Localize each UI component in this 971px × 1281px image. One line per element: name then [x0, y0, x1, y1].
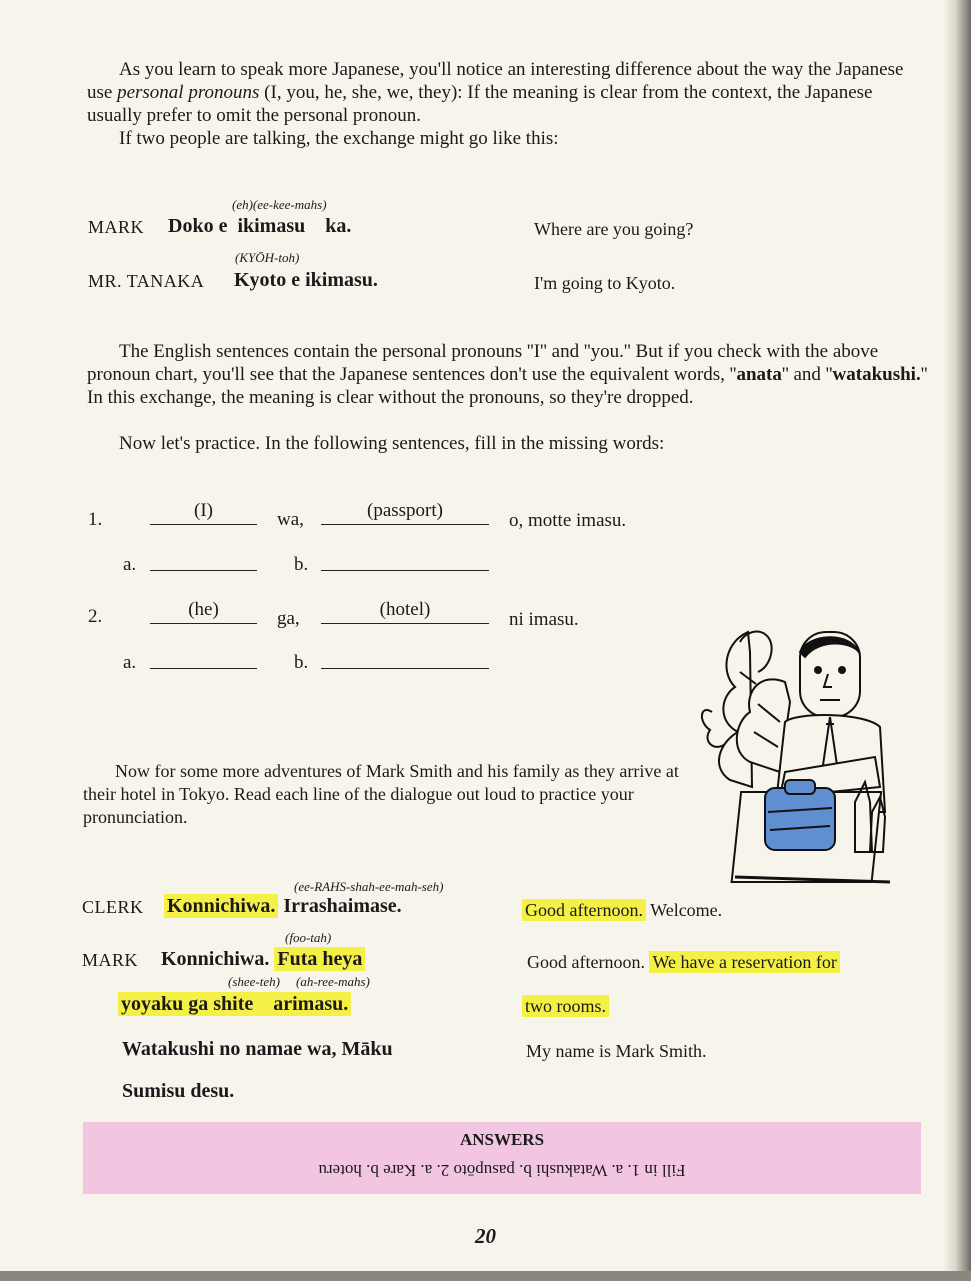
fill-blank-hint: (hotel) — [321, 599, 489, 624]
japanese-line: Sumisu desu. — [122, 1080, 235, 1102]
speaker-label: MARK — [88, 217, 145, 237]
answer-blank-b[interactable] — [321, 644, 489, 669]
practice-instruction: Now let's practice. In the following sentences, fill in the missing words: — [119, 433, 665, 454]
adventure-paragraph: Now for some more adventures of Mark Smith and his family as they arrive at their hotel in Tokyo. Read each line of the dialogue out loud to practice your pronunciation. — [83, 761, 679, 827]
pronunciation-guide: (foo-tah) — [285, 930, 332, 945]
japanese-line: Konnichiwa. Irrashaimase. — [164, 895, 402, 918]
highlight: Good afternoon. — [522, 899, 646, 921]
sentence-ending: ni imasu. — [509, 609, 579, 630]
pronunciation-guide: (ah-ree-mahs) — [296, 974, 370, 989]
answer-label-a: a. — [123, 652, 137, 673]
japanese-line: Kyoto e ikimasu. — [234, 269, 378, 291]
fill-blank-hint: (I) — [150, 500, 257, 525]
japanese-line: Doko e ikimasu ka. — [168, 215, 352, 237]
answer-blank-a[interactable] — [150, 546, 257, 571]
highlight: two rooms. — [522, 995, 609, 1017]
answers-text-upside-down: Fill in 1. a. Watakushi b. pasupōto 2. a. Kare b. hoteru — [318, 1161, 686, 1180]
explanation-paragraph: The English sentences contain the personal pronouns ''I'' and ''you.'' But if you check with the above pronoun chart, you'll see that the Japanese sentences don't use the equivalent words, ''anata'' and ''watakushi.'' In this exchange, the meaning is clear without the pronouns, so they're dropped. — [87, 341, 928, 408]
answer-label-b: b. — [294, 554, 309, 575]
english-translation: Where are you going? — [534, 219, 694, 239]
answers-box — [83, 1122, 921, 1194]
answers-title: ANSWERS — [459, 1130, 545, 1149]
fill-blank-hint: (he) — [150, 599, 257, 624]
fill-blank-hint: (passport) — [321, 500, 489, 525]
english-translation — [522, 996, 609, 1017]
exercise-number: 1. — [88, 509, 103, 530]
answer-label-b: b. — [294, 652, 309, 673]
speaker-label: MR. TANAKA — [88, 271, 205, 291]
speaker-label: CLERK — [82, 897, 144, 917]
english-translation: My name is Mark Smith. — [526, 1041, 707, 1061]
sentence-ending: o, motte imasu. — [509, 510, 627, 531]
pronunciation-guide: (ee-RAHS-shah-ee-mah-seh) — [294, 879, 444, 894]
english-translation: I'm going to Kyoto. — [534, 273, 676, 293]
highlight: We have a reservation for — [649, 951, 839, 973]
particle: ga, — [277, 608, 300, 629]
highlight: yoyaku ga shite arimasu. — [118, 992, 351, 1016]
highlight: Konnichiwa. — [164, 894, 278, 918]
intro-paragraph: As you learn to speak more Japanese, you'll notice an interesting difference about the way the Japanese use personal pronouns (I, you, he, she, we, they): If the meaning is clear from the context, the Japanese usually prefer to omit the personal pronoun. — [87, 59, 904, 126]
japanese-line: Konnichiwa. Futa heya — [161, 948, 365, 971]
exercise-number: 2. — [88, 606, 103, 627]
answer-blank-a[interactable] — [150, 644, 257, 669]
japanese-line: Watakushi no namae wa, Māku — [122, 1038, 393, 1060]
highlight: Futa heya — [274, 947, 365, 971]
english-translation: Good afternoon. Welcome. — [522, 900, 722, 921]
english-translation: Good afternoon. We have a reservation for — [527, 952, 840, 973]
bottom-edge — [0, 1271, 971, 1281]
speaker-label: MARK — [82, 950, 139, 970]
japanese-line — [118, 993, 351, 1016]
answer-blank-b[interactable] — [321, 546, 489, 571]
page-edge-shadow — [943, 0, 971, 1281]
answer-label-a: a. — [123, 554, 137, 575]
pronunciation-guide: (shee-teh) — [228, 974, 280, 989]
particle: wa, — [277, 509, 304, 530]
pronunciation-guide: (KYŌH-toh) — [235, 250, 300, 265]
page-number: 20 — [475, 1224, 496, 1248]
intro-paragraph-2: If two people are talking, the exchange might go like this: — [119, 128, 559, 149]
clerk-illustration — [690, 612, 910, 892]
pronunciation-guide: (eh)(ee-kee-mahs) — [232, 197, 327, 212]
